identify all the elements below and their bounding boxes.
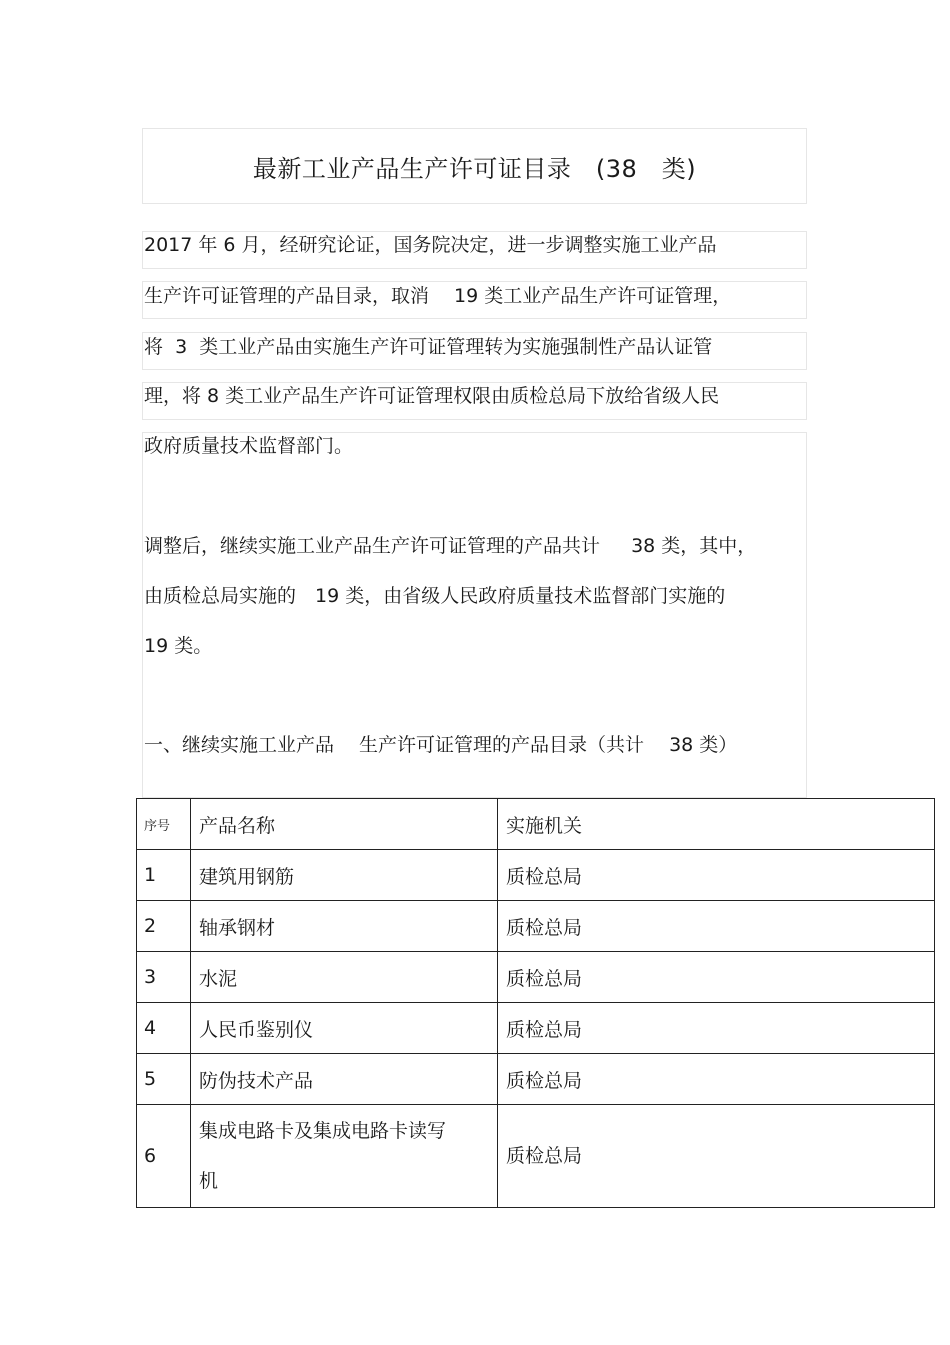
cell-org: 质检总局 <box>498 1105 935 1208</box>
table-row <box>137 1003 935 1054</box>
cell-name: 防伪技术产品 <box>191 1054 498 1105</box>
paragraph-1-line: 生产许可证管理的产品目录，取消 19 类工业产品生产许可证管理， <box>144 285 732 307</box>
paragraph-2-line: 由质检总局实施的 19 类，由省级人民政府质量技术监督部门实施的 <box>144 585 726 607</box>
cell-no: 2 <box>137 901 191 952</box>
table-row <box>137 952 935 1003</box>
cell-no: 3 <box>137 952 191 1003</box>
cell-name <box>191 1105 498 1208</box>
cell-name: 轴承钢材 <box>191 901 498 952</box>
header-cell-no: 序号 <box>137 799 191 850</box>
page-title: 最新工业产品生产许可证目录 (38 类) <box>252 154 697 183</box>
cell-no: 6 <box>137 1105 191 1208</box>
cell-no: 5 <box>137 1054 191 1105</box>
paragraph-2-line: 19 类。 <box>144 635 213 657</box>
cell-org: 质检总局 <box>498 901 935 952</box>
table-row <box>137 850 935 901</box>
paragraph-1-line: 2017 年 6 月，经研究论证，国务院决定，进一步调整实施工业产品 <box>144 234 717 256</box>
cell-org: 质检总局 <box>498 850 935 901</box>
cell-name-text: 集成电路卡及集成电路卡读写机 <box>199 1120 447 1192</box>
cell-org: 质检总局 <box>498 1054 935 1105</box>
section-heading: 一、继续实施工业产品 生产许可证管理的产品目录（共计 38 类） <box>144 734 738 756</box>
header-cell-name: 产品名称 <box>191 799 498 850</box>
cell-org: 质检总局 <box>498 1003 935 1054</box>
cell-name: 建筑用钢筋 <box>191 850 498 901</box>
table-row <box>137 1054 935 1105</box>
header-cell-org: 实施机关 <box>498 799 935 850</box>
paragraph-1-line: 理，将 8 类工业产品生产许可证管理权限由质检总局下放给省级人民 <box>144 385 720 407</box>
cell-org: 质检总局 <box>498 952 935 1003</box>
paragraph-1-line: 政府质量技术监督部门。 <box>144 435 354 457</box>
cell-name: 水泥 <box>191 952 498 1003</box>
product-table <box>136 798 935 1208</box>
cell-name: 人民币鉴别仪 <box>191 1003 498 1054</box>
table-header-row <box>137 799 935 850</box>
table-row <box>137 901 935 952</box>
table-row <box>137 1105 935 1208</box>
cell-no: 1 <box>137 850 191 901</box>
paragraph-1-line: 将 3 类工业产品由实施生产许可证管理转为实施强制性产品认证管 <box>144 336 713 358</box>
cell-no: 4 <box>137 1003 191 1054</box>
paragraph-2-line: 调整后，继续实施工业产品生产许可证管理的产品共计 38 类，其中， <box>144 535 757 557</box>
